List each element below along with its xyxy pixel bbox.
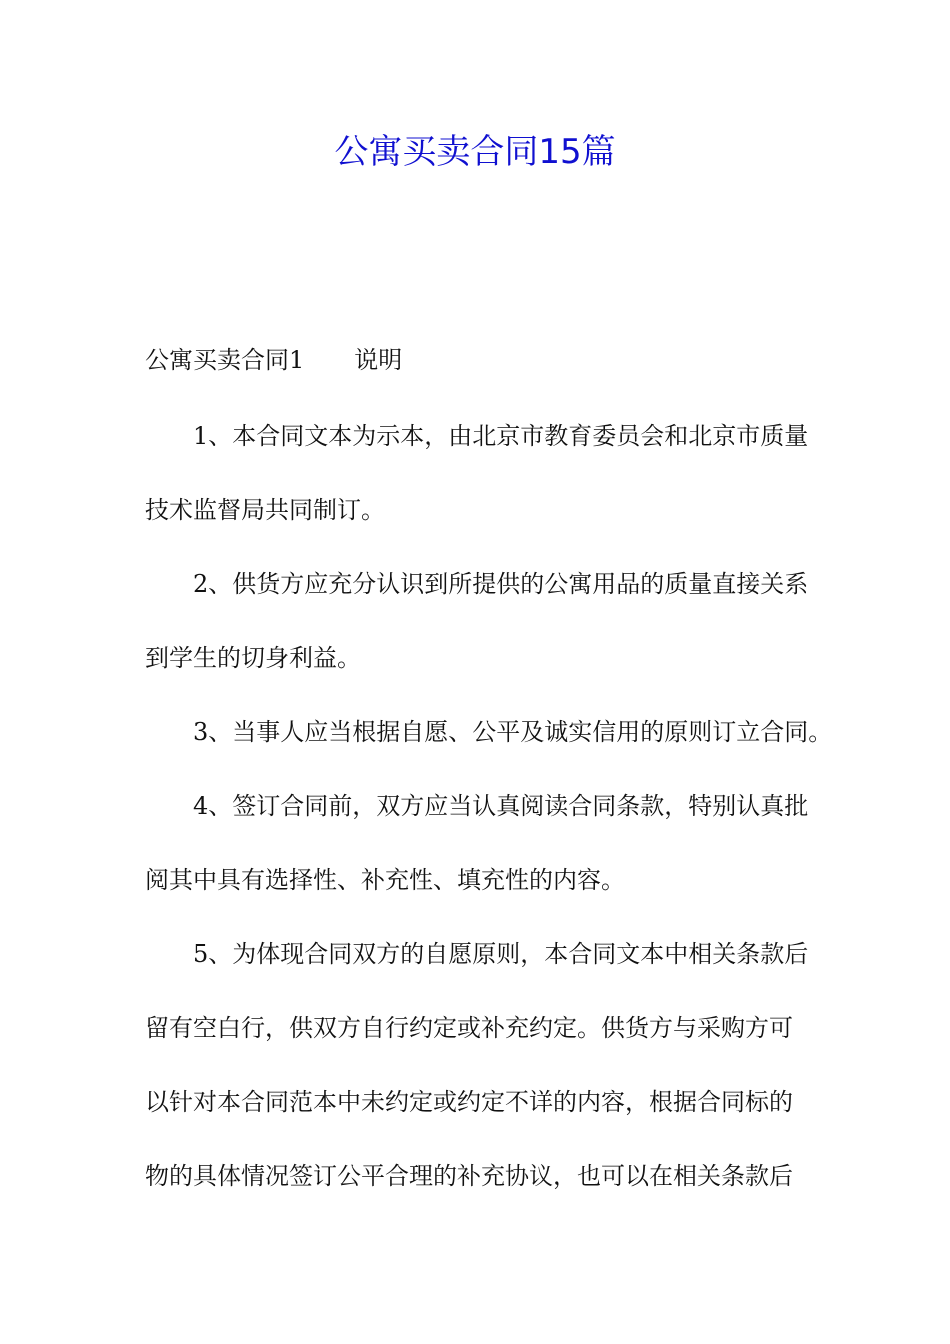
paragraph-5-line-3: 以针对本合同范本中未约定或约定不详的内容，根据合同标的: [145, 1088, 793, 1116]
section-heading-subtitle: 说明: [354, 346, 403, 374]
paragraph-1-line-2: 技术监督局共同制订。: [145, 496, 385, 524]
paragraph-3-line-1: 3、当事人应当根据自愿、公平及诚实信用的原则订立合同。: [193, 718, 833, 746]
paragraph-5-line-4: 物的具体情况签订公平合理的补充协议，也可以在相关条款后: [145, 1162, 793, 1190]
paragraph-1-line-1: 1、本合同文本为示本，由北京市教育委员会和北京市质量: [193, 422, 809, 450]
paragraph-5-line-1: 5、为体现合同双方的自愿原则，本合同文本中相关条款后: [193, 940, 809, 968]
section-heading: [145, 342, 825, 378]
paragraph-2-line-1: 2、供货方应充分认识到所提供的公寓用品的质量直接关系: [193, 570, 809, 598]
paragraph-5-line-2: 留有空白行，供双方自行约定或补充约定。供货方与采购方可: [145, 1014, 793, 1042]
document-title: 公寓买卖合同15篇: [334, 132, 616, 172]
paragraph-2-line-2: 到学生的切身利益。: [145, 644, 361, 672]
paragraph-4-line-1: 4、签订合同前，双方应当认真阅读合同条款，特别认真批: [193, 792, 809, 820]
paragraph-4-line-2: 阅其中具有选择性、补充性、填充性的内容。: [145, 866, 625, 894]
section-heading-title: 公寓买卖合同1: [145, 346, 305, 374]
